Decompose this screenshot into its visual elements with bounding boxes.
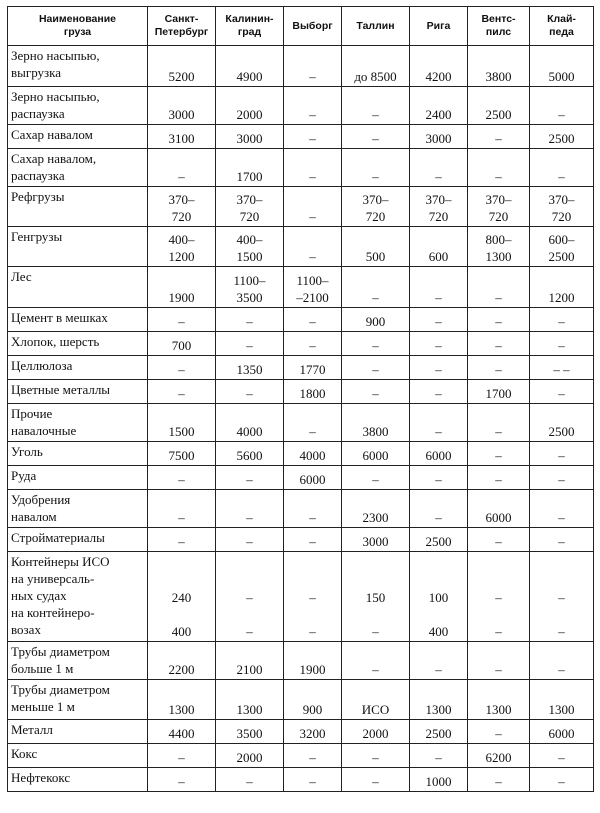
value-cell: – bbox=[342, 466, 410, 490]
value-cell: – – bbox=[284, 552, 342, 642]
cargo-name-cell: Зерно насыпью, выгрузка bbox=[8, 46, 148, 87]
value-cell: – bbox=[530, 768, 594, 792]
value-cell: – bbox=[284, 528, 342, 552]
cargo-name-cell: Руда bbox=[8, 466, 148, 490]
value-cell: 370– 720 bbox=[216, 187, 284, 227]
cargo-name-cell: Зерно насыпью, распаузка bbox=[8, 87, 148, 125]
value-cell: 7500 bbox=[148, 442, 216, 466]
value-cell: – bbox=[468, 642, 530, 680]
value-cell: – bbox=[216, 380, 284, 404]
table-row bbox=[8, 744, 594, 768]
value-cell: – bbox=[530, 380, 594, 404]
value-cell: 1300 bbox=[468, 680, 530, 720]
value-cell: – bbox=[410, 490, 468, 528]
cargo-table bbox=[7, 6, 594, 792]
column-header-port: Таллин bbox=[342, 7, 410, 46]
table-row bbox=[8, 552, 594, 642]
value-cell: 3000 bbox=[148, 87, 216, 125]
value-cell: 3200 bbox=[284, 720, 342, 744]
table-row bbox=[8, 720, 594, 744]
value-cell: 1200 bbox=[530, 267, 594, 308]
value-cell: – bbox=[284, 490, 342, 528]
value-cell: 1500 bbox=[148, 404, 216, 442]
value-cell: – bbox=[468, 125, 530, 149]
value-cell: 370– 720 bbox=[410, 187, 468, 227]
value-cell: 5600 bbox=[216, 442, 284, 466]
value-cell: – bbox=[148, 744, 216, 768]
value-cell: – bbox=[410, 744, 468, 768]
value-cell: 800– 1300 bbox=[468, 227, 530, 267]
value-cell: – bbox=[148, 490, 216, 528]
value-cell: 600– 2500 bbox=[530, 227, 594, 267]
value-cell: – bbox=[468, 442, 530, 466]
value-cell: 240 400 bbox=[148, 552, 216, 642]
table-row bbox=[8, 404, 594, 442]
value-cell: 6000 bbox=[468, 490, 530, 528]
value-cell: – bbox=[216, 768, 284, 792]
cargo-name-cell: Металл bbox=[8, 720, 148, 744]
value-cell: 6000 bbox=[410, 442, 468, 466]
table-row bbox=[8, 442, 594, 466]
value-cell: до 8500 bbox=[342, 46, 410, 87]
value-cell: – bbox=[468, 332, 530, 356]
value-cell: – bbox=[468, 720, 530, 744]
value-cell: 4200 bbox=[410, 46, 468, 87]
value-cell: – bbox=[148, 380, 216, 404]
value-cell: – bbox=[342, 267, 410, 308]
value-cell: – bbox=[530, 308, 594, 332]
cargo-name-cell: Рефгрузы bbox=[8, 187, 148, 227]
cargo-name-cell: Генгрузы bbox=[8, 227, 148, 267]
value-cell: – bbox=[216, 490, 284, 528]
table-row bbox=[8, 380, 594, 404]
value-cell: – bbox=[148, 356, 216, 380]
cargo-name-cell: Нефтекокс bbox=[8, 768, 148, 792]
header-row bbox=[8, 7, 594, 46]
value-cell: 400– 1200 bbox=[148, 227, 216, 267]
value-cell: 1100– 3500 bbox=[216, 267, 284, 308]
value-cell: – bbox=[530, 332, 594, 356]
value-cell: – bbox=[342, 125, 410, 149]
value-cell: 1700 bbox=[468, 380, 530, 404]
value-cell: – bbox=[148, 528, 216, 552]
value-cell: 370– 720 bbox=[148, 187, 216, 227]
value-cell: – bbox=[410, 642, 468, 680]
value-cell: – bbox=[342, 744, 410, 768]
value-cell: 1300 bbox=[216, 680, 284, 720]
value-cell: 2000 bbox=[342, 720, 410, 744]
table-row bbox=[8, 149, 594, 187]
value-cell: 1800 bbox=[284, 380, 342, 404]
value-cell: 5200 bbox=[148, 46, 216, 87]
cargo-name-cell: Прочие навалочные bbox=[8, 404, 148, 442]
value-cell: 1900 bbox=[284, 642, 342, 680]
value-cell: 1300 bbox=[148, 680, 216, 720]
value-cell: 370– 720 bbox=[468, 187, 530, 227]
value-cell: 2000 bbox=[216, 744, 284, 768]
value-cell: 3000 bbox=[410, 125, 468, 149]
value-cell: – bbox=[410, 466, 468, 490]
value-cell: 2000 bbox=[216, 87, 284, 125]
table-row bbox=[8, 768, 594, 792]
cargo-name-cell: Кокс bbox=[8, 744, 148, 768]
value-cell: 1100– –2100 bbox=[284, 267, 342, 308]
column-header-port: Санкт- Петербург bbox=[148, 7, 216, 46]
value-cell: – bbox=[284, 227, 342, 267]
value-cell: 150 – bbox=[342, 552, 410, 642]
value-cell: 900 bbox=[284, 680, 342, 720]
value-cell: – – bbox=[216, 552, 284, 642]
value-cell: – bbox=[284, 404, 342, 442]
value-cell: – bbox=[342, 380, 410, 404]
value-cell: 3800 bbox=[468, 46, 530, 87]
value-cell: – bbox=[284, 308, 342, 332]
value-cell: 4000 bbox=[284, 442, 342, 466]
value-cell: – bbox=[148, 308, 216, 332]
value-cell: 3100 bbox=[148, 125, 216, 149]
value-cell: 600 bbox=[410, 227, 468, 267]
cargo-name-cell: Цемент в мешках bbox=[8, 308, 148, 332]
value-cell: 6000 bbox=[530, 720, 594, 744]
table-row bbox=[8, 466, 594, 490]
column-header-name: Наименование груза bbox=[8, 7, 148, 46]
table-row bbox=[8, 87, 594, 125]
cargo-name-cell: Удобрения навалом bbox=[8, 490, 148, 528]
value-cell: 6000 bbox=[342, 442, 410, 466]
value-cell: – bbox=[410, 332, 468, 356]
column-header-port: Выборг bbox=[284, 7, 342, 46]
value-cell: – bbox=[284, 46, 342, 87]
value-cell: 2400 bbox=[410, 87, 468, 125]
value-cell: – bbox=[342, 87, 410, 125]
value-cell: – bbox=[284, 87, 342, 125]
table-row bbox=[8, 356, 594, 380]
value-cell: – bbox=[216, 466, 284, 490]
value-cell: – – bbox=[530, 356, 594, 380]
value-cell: – bbox=[530, 466, 594, 490]
table-row bbox=[8, 332, 594, 356]
value-cell: 4000 bbox=[216, 404, 284, 442]
value-cell: – bbox=[410, 356, 468, 380]
table-body bbox=[8, 46, 594, 792]
value-cell: – bbox=[148, 149, 216, 187]
value-cell: 1300 bbox=[410, 680, 468, 720]
value-cell: – bbox=[468, 768, 530, 792]
value-cell: – bbox=[342, 768, 410, 792]
value-cell: 1000 bbox=[410, 768, 468, 792]
value-cell: 370– 720 bbox=[342, 187, 410, 227]
value-cell: – bbox=[284, 125, 342, 149]
table-row bbox=[8, 46, 594, 87]
value-cell: – bbox=[216, 308, 284, 332]
cargo-name-cell: Цветные металлы bbox=[8, 380, 148, 404]
value-cell: 3000 bbox=[216, 125, 284, 149]
column-header-port: Калинин- град bbox=[216, 7, 284, 46]
value-cell: – bbox=[410, 149, 468, 187]
value-cell: – – bbox=[530, 552, 594, 642]
value-cell: ИСО bbox=[342, 680, 410, 720]
cargo-name-cell: Контейнеры ИСО на универсаль- ных судах на контейнеро- возах bbox=[8, 552, 148, 642]
value-cell: 3500 bbox=[216, 720, 284, 744]
value-cell: 5000 bbox=[530, 46, 594, 87]
value-cell: 2500 bbox=[410, 720, 468, 744]
value-cell: 700 bbox=[148, 332, 216, 356]
value-cell: 6200 bbox=[468, 744, 530, 768]
value-cell: – bbox=[284, 187, 342, 227]
value-cell: 1350 bbox=[216, 356, 284, 380]
table-row bbox=[8, 125, 594, 149]
value-cell: – bbox=[284, 332, 342, 356]
value-cell: – bbox=[530, 642, 594, 680]
value-cell: – bbox=[410, 267, 468, 308]
table-row bbox=[8, 187, 594, 227]
value-cell: 3000 bbox=[342, 528, 410, 552]
cargo-name-cell: Сахар навалом bbox=[8, 125, 148, 149]
value-cell: 100 400 bbox=[410, 552, 468, 642]
table-row bbox=[8, 528, 594, 552]
value-cell: – bbox=[410, 380, 468, 404]
value-cell: 1900 bbox=[148, 267, 216, 308]
value-cell: 4900 bbox=[216, 46, 284, 87]
value-cell: 370– 720 bbox=[530, 187, 594, 227]
value-cell: 2200 bbox=[148, 642, 216, 680]
value-cell: – bbox=[468, 466, 530, 490]
value-cell: – bbox=[284, 149, 342, 187]
column-header-port: Рига bbox=[410, 7, 468, 46]
table-row bbox=[8, 642, 594, 680]
cargo-name-cell: Лес bbox=[8, 267, 148, 308]
value-cell: – bbox=[530, 528, 594, 552]
table-row bbox=[8, 680, 594, 720]
value-cell: – bbox=[530, 490, 594, 528]
value-cell: – bbox=[468, 404, 530, 442]
value-cell: – bbox=[468, 308, 530, 332]
column-header-port: Вентс- пилс bbox=[468, 7, 530, 46]
table-row bbox=[8, 267, 594, 308]
value-cell: – bbox=[410, 308, 468, 332]
value-cell: 1700 bbox=[216, 149, 284, 187]
value-cell: – bbox=[342, 332, 410, 356]
cargo-name-cell: Целлюлоза bbox=[8, 356, 148, 380]
value-cell: – bbox=[342, 642, 410, 680]
value-cell: 900 bbox=[342, 308, 410, 332]
value-cell: 2500 bbox=[530, 404, 594, 442]
value-cell: 1300 bbox=[530, 680, 594, 720]
value-cell: – bbox=[468, 149, 530, 187]
value-cell: – bbox=[530, 744, 594, 768]
cargo-name-cell: Стройматериалы bbox=[8, 528, 148, 552]
value-cell: 400– 1500 bbox=[216, 227, 284, 267]
value-cell: – bbox=[410, 404, 468, 442]
value-cell: 2500 bbox=[410, 528, 468, 552]
cargo-name-cell: Сахар навалом, распаузка bbox=[8, 149, 148, 187]
value-cell: – bbox=[530, 149, 594, 187]
value-cell: 2500 bbox=[468, 87, 530, 125]
value-cell: 2100 bbox=[216, 642, 284, 680]
value-cell: – bbox=[468, 528, 530, 552]
table-row bbox=[8, 308, 594, 332]
cargo-name-cell: Трубы диаметром больше 1 м bbox=[8, 642, 148, 680]
value-cell: – bbox=[342, 356, 410, 380]
value-cell: – – bbox=[468, 552, 530, 642]
value-cell: – bbox=[216, 528, 284, 552]
cargo-name-cell: Уголь bbox=[8, 442, 148, 466]
column-header-port: Клай- педа bbox=[530, 7, 594, 46]
value-cell: – bbox=[216, 332, 284, 356]
table-row bbox=[8, 490, 594, 528]
value-cell: – bbox=[284, 744, 342, 768]
value-cell: – bbox=[468, 356, 530, 380]
cargo-name-cell: Хлопок, шерсть bbox=[8, 332, 148, 356]
value-cell: 2300 bbox=[342, 490, 410, 528]
value-cell: 4400 bbox=[148, 720, 216, 744]
value-cell: – bbox=[148, 466, 216, 490]
value-cell: 1770 bbox=[284, 356, 342, 380]
value-cell: – bbox=[284, 768, 342, 792]
table-row bbox=[8, 227, 594, 267]
value-cell: 6000 bbox=[284, 466, 342, 490]
value-cell: 2500 bbox=[530, 125, 594, 149]
value-cell: 500 bbox=[342, 227, 410, 267]
value-cell: – bbox=[342, 149, 410, 187]
value-cell: – bbox=[530, 87, 594, 125]
value-cell: 3800 bbox=[342, 404, 410, 442]
value-cell: – bbox=[468, 267, 530, 308]
cargo-name-cell: Трубы диаметром меньше 1 м bbox=[8, 680, 148, 720]
value-cell: – bbox=[530, 442, 594, 466]
value-cell: – bbox=[148, 768, 216, 792]
